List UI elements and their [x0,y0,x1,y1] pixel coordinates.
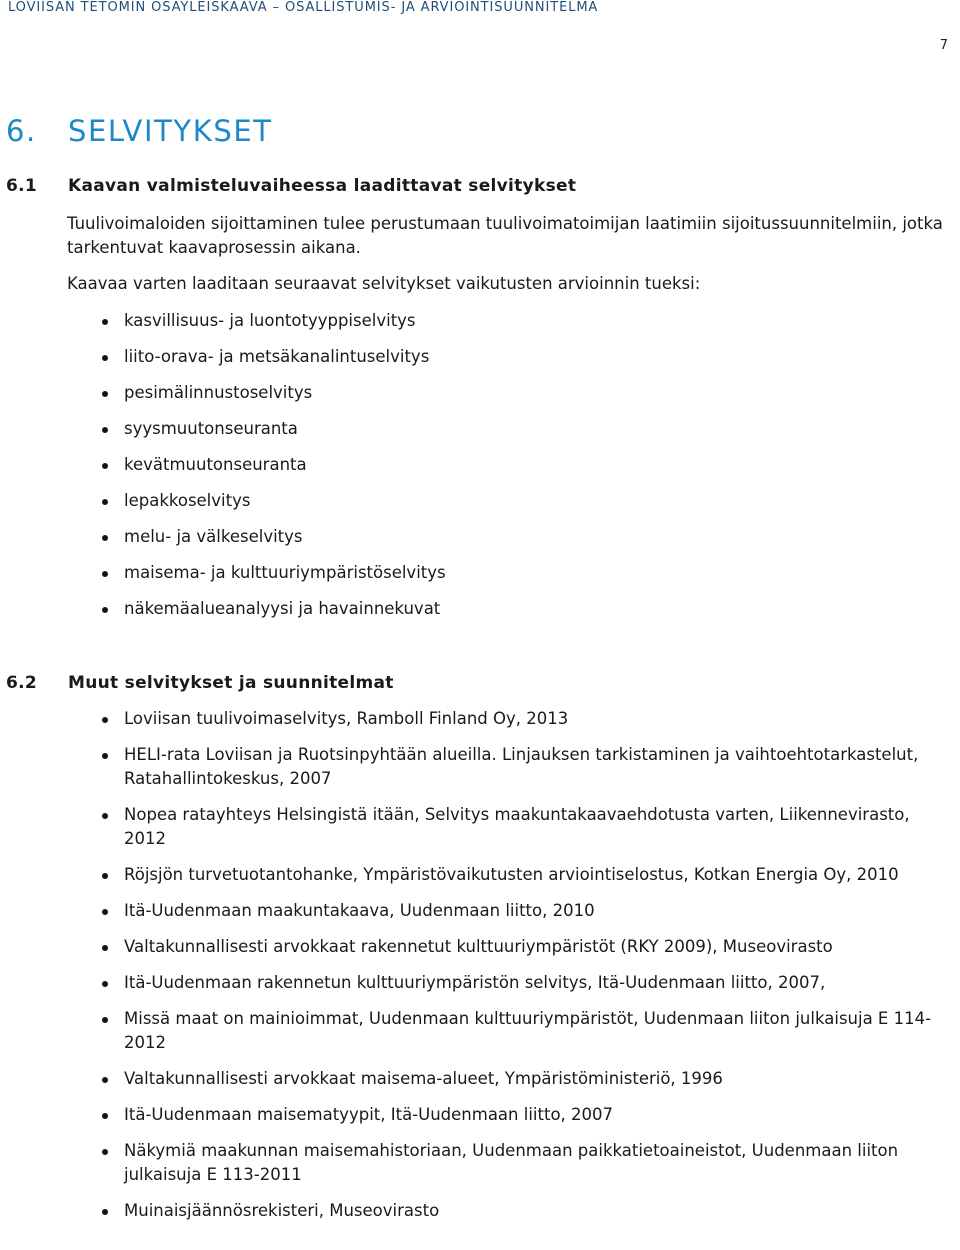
list-item-text: Missä maat on mainioimmat, Uudenmaan kulttuuriympäristöt, Uudenmaan liiton julkaisuja E 114-2012 [124,1009,932,1052]
muut-selvitykset-list [67,707,947,1235]
list-item [67,489,947,513]
page-number: 7 [939,38,948,53]
intro-paragraph: Tuulivoimaloiden sijoittaminen tulee perustumaan tuulivoimatoimijan laatimiin sijoitussuunnitelmiin, jotka tarkentuvat kaavaprosessin aikana. [67,214,943,257]
list-item [67,309,947,333]
selvitykset-list [67,309,947,633]
list-item [67,597,947,621]
list-item [67,1139,947,1187]
bullet-icon [102,535,108,541]
list-item-text: Muinaisjäännösrekisteri, Museovirasto [124,1201,440,1220]
list-item [67,381,947,405]
list-item-text: Nopea ratayhteys Helsingistä itään, Selvitys maakuntakaavaehdotusta varten, Liikennevirasto, 2012 [124,805,910,848]
list-item-text: kasvillisuus- ja luontotyyppiselvitys [124,311,416,330]
list-item [67,1067,947,1091]
bullet-icon [102,355,108,361]
chapter-title-text: SELVITYKSET [68,114,273,148]
section-title: Muut selvitykset ja suunnitelmat [68,673,394,693]
list-item-text: Itä-Uudenmaan rakennetun kulttuuriympäristön selvitys, Itä-Uudenmaan liitto, 2007, [124,973,826,992]
list-item-text: liito-orava- ja metsäkanalintuselvitys [124,347,430,366]
bullet-icon [102,319,108,325]
list-item [67,417,947,441]
bullet-icon [102,1077,108,1083]
list-item [67,863,947,887]
bullet-icon [102,1017,108,1023]
bullet-icon [102,945,108,951]
bullet-icon [102,909,108,915]
list-item [67,453,947,477]
chapter-number: 6. [6,114,37,148]
list-item [67,803,947,851]
running-header: LOVIISAN TETOMIN OSAYLEISKAAVA – OSALLISTUMIS- JA ARVIOINTISUUNNITELMA [8,0,599,15]
list-item-text: Valtakunnallisesti arvokkaat maisema-alueet, Ympäristöministeriö, 1996 [124,1069,723,1088]
list-item [67,707,947,731]
bullet-icon [102,571,108,577]
list-item [67,561,947,585]
list-item-text: maisema- ja kulttuuriympäristöselvitys [124,563,446,582]
bullet-icon [102,427,108,433]
list-item-text: kevätmuutonseuranta [124,455,307,474]
bullet-icon [102,1149,108,1155]
list-item-text: lepakkoselvitys [124,491,251,510]
bullet-icon [102,1209,108,1215]
list-item-text: Näkymiä maakunnan maisemahistoriaan, Uudenmaan paikkatietoaineistot, Uudenmaan liiton julkaisuja E 113-2011 [124,1141,899,1184]
list-item-text: Valtakunnallisesti arvokkaat rakennetut kulttuuriympäristöt (RKY 2009), Museovirasto [124,937,833,956]
section-number: 6.2 [6,673,38,693]
bullet-icon [102,813,108,819]
list-item [67,899,947,923]
list-item-text: pesimälinnustoselvitys [124,383,313,402]
section-heading-6-1 [6,176,576,196]
list-item [67,1007,947,1055]
bullet-icon [102,607,108,613]
selvitykset-intro-paragraph: Kaavaa varten laaditaan seuraavat selvitykset vaikutusten arvioinnin tueksi: [67,274,701,293]
list-item [67,743,947,791]
list-item [67,1199,947,1223]
list-item-text: melu- ja välkeselvitys [124,527,303,546]
bullet-icon [102,391,108,397]
list-item [67,935,947,959]
list-item-text: näkemäalueanalyysi ja havainnekuvat [124,599,441,618]
bullet-icon [102,463,108,469]
list-item [67,1103,947,1127]
list-item-text: Itä-Uudenmaan maakuntakaava, Uudenmaan liitto, 2010 [124,901,595,920]
bullet-icon [102,873,108,879]
list-item-text: Röjsjön turvetuotantohanke, Ympäristövaikutusten arviointiselostus, Kotkan Energia Oy, 2010 [124,865,899,884]
bullet-icon [102,499,108,505]
list-item-text: Itä-Uudenmaan maisematyypit, Itä-Uudenmaan liitto, 2007 [124,1105,614,1124]
section-heading-6-2 [6,673,394,693]
list-item [67,525,947,549]
list-item-text: syysmuutonseuranta [124,419,298,438]
list-item-text: Loviisan tuulivoimaselvitys, Ramboll Finland Oy, 2013 [124,709,569,728]
section-number: 6.1 [6,176,38,196]
bullet-icon [102,753,108,759]
chapter-title [6,114,273,148]
bullet-icon [102,1113,108,1119]
bullet-icon [102,981,108,987]
list-item [67,345,947,369]
list-item-text: HELI-rata Loviisan ja Ruotsinpyhtään alueilla. Linjauksen tarkistaminen ja vaihtoehtotarkastelut, Ratahallintokeskus, 2007 [124,745,919,788]
bullet-icon [102,717,108,723]
section-title: Kaavan valmisteluvaiheessa laadittavat selvitykset [68,176,577,196]
list-item [67,971,947,995]
